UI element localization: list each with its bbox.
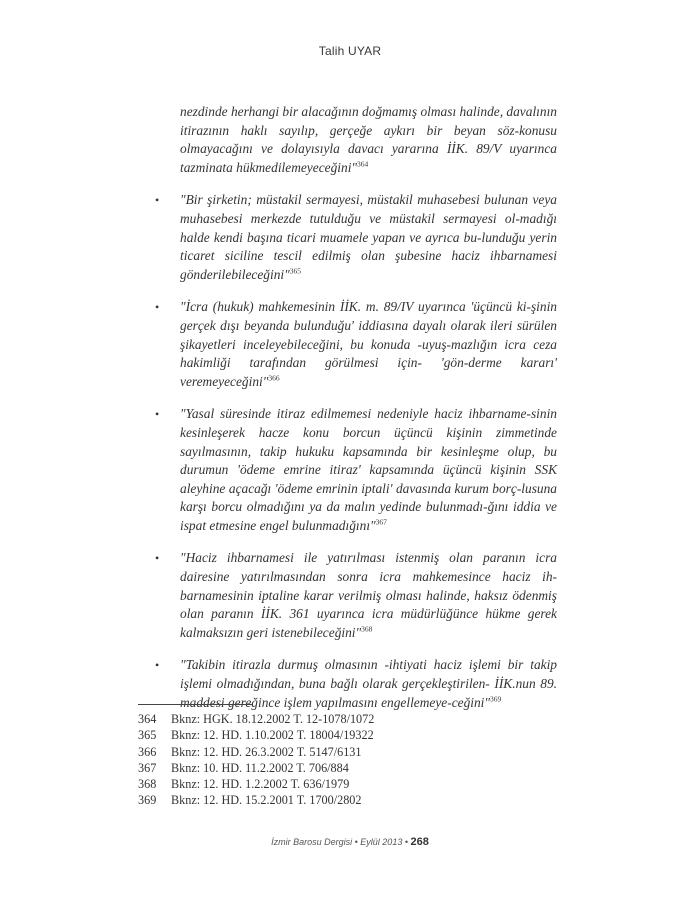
footnote-item <box>138 727 558 743</box>
page-footer <box>0 836 700 848</box>
footnote-ref[interactable]: 365 <box>289 266 301 276</box>
bullet-icon: • <box>155 551 160 566</box>
paragraph-text: "Takibin itirazla durmuş olmasının -ihtiyati haciz işlemi bir takip işlemi olmadığından, buna bağlı olarak gerçekleştirilen- İİK.nun 89. maddesi gereğince işlem yapılmasını engellemeye-ceğini" <box>180 657 557 710</box>
footnote-ref[interactable]: 366 <box>268 373 280 383</box>
footnote-text: Bknz: 12. HD. 1.10.2002 T. 18004/19322 <box>171 728 374 743</box>
footnote-text: Bknz: 12. HD. 15.2.2001 T. 1700/2802 <box>171 793 362 808</box>
footnote-text: Bknz: 12. HD. 26.3.2002 T. 5147/6131 <box>171 744 362 759</box>
footnote-item <box>138 792 558 808</box>
paragraph-text: "Haciz ihbarnamesi ile yatırılması istenmiş olan paranın icra dairesine yatırılmasından sonra icra mahkemesince haciz ih-barnamesinin iptaline karar verilmiş olması halinde, haksız ödenmiş olan paranın İİK. 361 uyarınca icra müdürlüğünce hükme gerek kalmaksızın geri istenebileceğini" <box>180 550 557 640</box>
footnote-item <box>138 760 558 776</box>
quote-paragraph <box>155 191 557 284</box>
footnote-item <box>138 711 558 727</box>
body-text <box>155 103 557 726</box>
running-header: Talih UYAR <box>318 44 382 58</box>
footnote-text: Bknz: HGK. 18.12.2002 T. 12-1078/1072 <box>171 712 375 726</box>
bullet-icon: • <box>155 300 160 315</box>
footnote-ref[interactable]: 369 <box>490 694 502 704</box>
paragraph-text: nezdinde herhangi bir alacağının doğmamış olması halinde, davalının itirazının haklı sayılıp, gerçeğe aykırı bir beyan söz-konusu olmayacağını ve dolayısıyla davacı yararına İİK. 89/V uyarınca tazminata hükmedilemeyeceğini" <box>180 104 557 175</box>
footnote-divider <box>138 704 253 705</box>
footnote-ref[interactable]: 364 <box>357 159 369 169</box>
bullet-icon: • <box>155 658 160 673</box>
quote-paragraph <box>155 405 557 535</box>
footnote-number: 367 <box>138 760 157 775</box>
bullet-icon: • <box>155 193 160 208</box>
footnote-item <box>138 744 558 760</box>
footnote-number: 364 <box>138 712 157 726</box>
footnote-number: 365 <box>138 728 157 743</box>
footnote-ref[interactable]: 367 <box>375 517 387 527</box>
paragraph-text: "İcra (hukuk) mahkemesinin İİK. m. 89/IV uyarınca 'üçüncü ki-şinin gerçek dışı beyanda bulunduğu' iddiasına dayalı olarak ileri sürülen şikayetleri inceleyebileceğini, bu konuda -uyuş-mazlığın icra ceza hakimliği tarafından görülmesi için- 'gön-derme kararı' veremeyeceğini" <box>180 299 557 389</box>
footnote-number: 368 <box>138 777 157 792</box>
paragraph-text: "Yasal süresinde itiraz edilmemesi nedeniyle haciz ihbarname-sinin kesinleşerek hacze konu borcun üçüncü kişinin zimmetinde sayılmasının, takip hukuku kapsamında bir kesinleşme olup, bu durumun 'ödeme emrine itiraz' kapsamında üçüncü kişinin SSK aleyhine açacağı 'ödeme emrinin iptali' davasında kurum borç-lusuna karşı borcu olmadığını ya da malın yedinde bulunmadı-ğını iddia ve ispat etmesine engel bulunmadığını" <box>180 406 557 533</box>
footnote-text: Bknz: 10. HD. 11.2.2002 T. 706/884 <box>171 760 349 775</box>
quote-paragraph <box>180 103 557 177</box>
bullet-icon: • <box>155 407 160 422</box>
journal-name: İzmir Barosu Dergisi • Eylül 2013 • <box>271 837 408 847</box>
quote-paragraph <box>155 549 557 642</box>
footnote-number: 366 <box>138 744 157 759</box>
footnotes-list <box>138 711 558 809</box>
page-number: 268 <box>410 836 429 848</box>
footnote-number: 369 <box>138 793 157 808</box>
quote-paragraph <box>155 298 557 391</box>
footnote-ref[interactable]: 368 <box>361 624 373 634</box>
footnote-text: Bknz: 12. HD. 1.2.2002 T. 636/1979 <box>171 777 350 792</box>
paragraph-text: "Bir şirketin; müstakil sermayesi, müstakil muhasebesi bulunan veya muhasebesi merkezde tutulduğu ve müstakil sermayesi ol-madığı halde kendi başına ticari muamele yapan ve ayrıca bu-lunduğu yerin ticaret siciline tescil edilmiş olan şubesine haciz ihbarnamesi gönderilebileceğini" <box>180 192 557 282</box>
footnote-item <box>138 776 558 792</box>
